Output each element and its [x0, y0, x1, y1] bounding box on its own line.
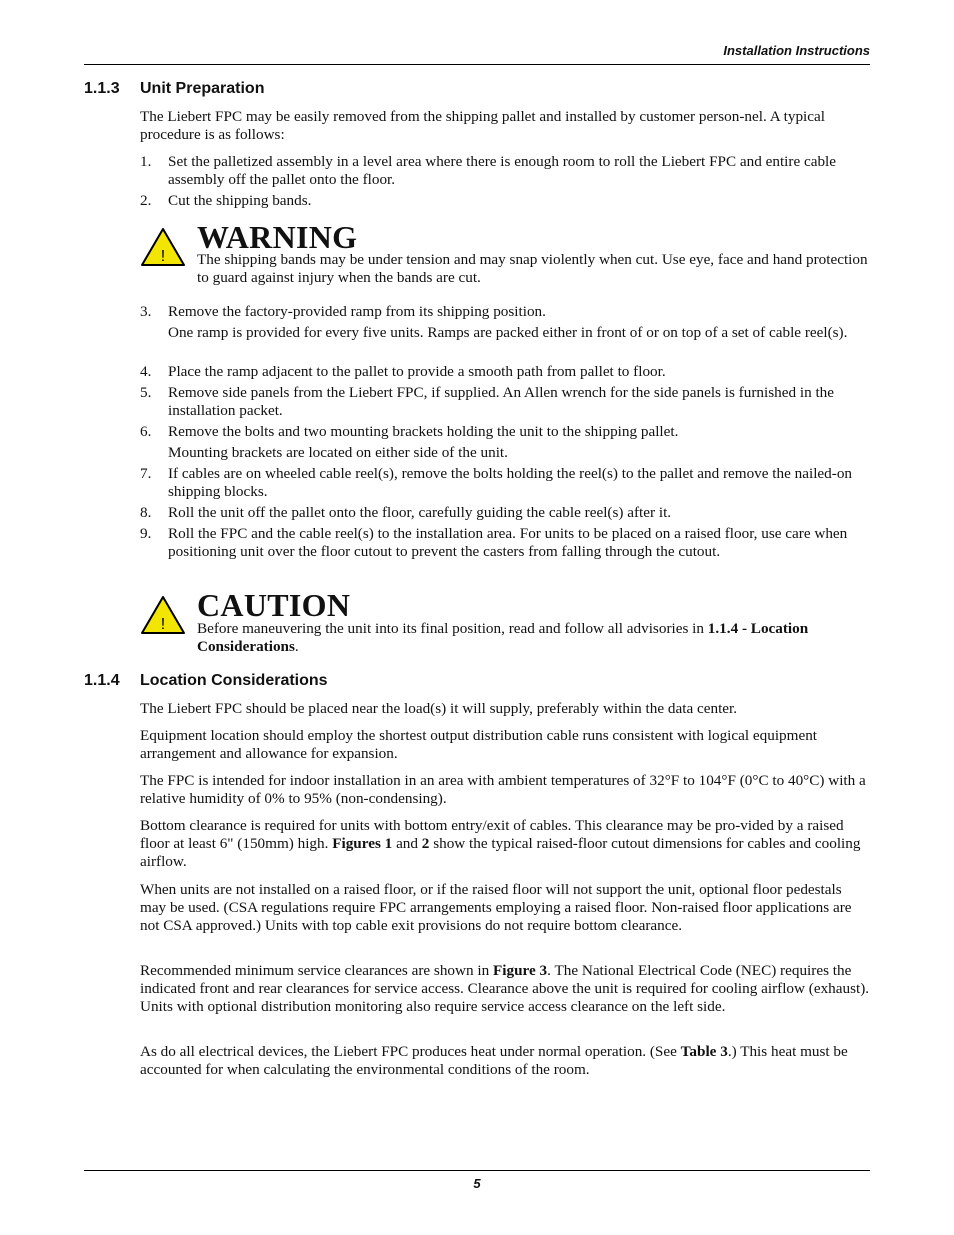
step-2: [140, 192, 870, 210]
step-text: Remove the bolts and two mounting brackets holding the unit to the shipping pallet.: [168, 423, 679, 440]
step-text: Remove side panels from the Liebert FPC, if supplied. An Allen wrench for the side panels is furnished in the installation packet.: [168, 384, 835, 419]
caution-text-lead: Before maneuvering the unit into its final position, read and follow all advisories in: [197, 620, 708, 637]
section-number: 1.1.4: [84, 672, 120, 689]
location-paragraph-4: [140, 817, 870, 871]
step-4: [140, 363, 870, 381]
text-run: As do all electrical devices, the Liebert FPC produces heat under normal operation. (See: [140, 1043, 681, 1060]
footer-rule: [84, 1170, 870, 1171]
location-paragraph-2: Equipment location should employ the shortest output distribution cable runs consistent with logical equipment arrangement and allowance for expansion.: [140, 727, 818, 762]
section-title: Unit Preparation: [140, 80, 265, 97]
warning-triangle-icon: [140, 595, 186, 635]
warning-notice: [140, 219, 870, 291]
section-title: Location Considerations: [140, 672, 328, 689]
step-7: [140, 465, 870, 501]
location-paragraph-5: When units are not installed on a raised floor, or if the raised floor will not support the unit, optional floor pedestals may be used. (CSA regulations require FPC arrangements employing a raised floor. Non-raised floor applications are not CSA approved.) Units with top cable exit provisions do not require bottom clearance.: [140, 881, 852, 934]
step-text: Set the palletized assembly in a level area where there is enough room to roll the Liebert FPC and entire cable assembly off the pallet onto the floor.: [168, 153, 837, 188]
caution-notice: [140, 587, 870, 659]
text-run: . The National Electrical Code (NEC) requires the indicated front and rear clearances for service access. Clearance above the unit is required for cooling airflow (exhaust). Units with optional distribution monitoring also require service access clearance on the left side.: [140, 962, 870, 1015]
figure-reference[interactable]: Figure 3: [492, 962, 548, 979]
step-1: [140, 153, 870, 189]
caution-text-end: .: [294, 638, 299, 655]
figure-reference[interactable]: Figures 1: [332, 835, 393, 852]
step-6: [140, 423, 870, 441]
step-6-note: Mounting brackets are located on either side of the unit.: [168, 444, 508, 461]
step-3: [140, 303, 870, 321]
unit-preparation-intro: The Liebert FPC may be easily removed from the shipping pallet and installed by customer person-nel. A typical procedure is as follows:: [140, 108, 825, 143]
text-run: Recommended minimum service clearances are shown in: [140, 962, 493, 979]
warning-title: WARNING: [197, 219, 358, 255]
step-9: [140, 525, 870, 561]
warning-triangle-icon: [140, 227, 186, 267]
location-paragraph-7: [140, 1043, 870, 1079]
step-number: 1.: [140, 153, 152, 170]
caution-text: [197, 620, 870, 656]
svg-text:!: !: [160, 248, 166, 265]
text-run: and: [392, 835, 422, 852]
step-text: If cables are on wheeled cable reel(s), remove the bolts holding the reel(s) to the pallet and remove the nailed-on shipping blocks.: [168, 465, 853, 500]
text-run: .) This heat must be accounted for when calculating the environmental conditions of the room.: [140, 1043, 848, 1078]
text-run: show the typical raised-floor cutout dimensions for cables and cooling airflow.: [140, 835, 861, 870]
step-text: Place the ramp adjacent to the pallet to provide a smooth path from pallet to floor.: [168, 363, 666, 380]
step-number: 4.: [140, 363, 152, 380]
step-number: 9.: [140, 525, 152, 542]
header-rule: [84, 64, 870, 65]
section-heading-unit-preparation: [84, 80, 264, 98]
step-text: Roll the unit off the pallet onto the floor, carefully guiding the cable reel(s) after it.: [168, 504, 672, 521]
step-number: 6.: [140, 423, 152, 440]
step-number: 8.: [140, 504, 152, 521]
location-paragraph-3: The FPC is intended for indoor installation in an area with ambient temperatures of 32°F to 104°F (0°C to 40°C) with a relative humidity of 0% to 95% (non-condensing).: [140, 772, 866, 807]
step-text: Roll the FPC and the cable reel(s) to the installation area. For units to be placed on a raised floor, use care when positioning unit over the floor cutout to prevent the casters from falling through the cutout.: [168, 525, 848, 560]
running-header: Installation Instructions: [723, 43, 870, 58]
page-number: 5: [473, 1176, 481, 1191]
step-number: 2.: [140, 192, 152, 209]
caution-reference-link[interactable]: 1.1.4 - Location Considerations: [197, 620, 809, 655]
caution-title: CAUTION: [197, 587, 351, 623]
step-text: Remove the factory-provided ramp from its shipping position.: [168, 303, 546, 320]
table-reference[interactable]: Table 3: [680, 1043, 728, 1060]
step-number: 7.: [140, 465, 152, 482]
step-text: Cut the shipping bands.: [168, 192, 312, 209]
location-paragraph-1: The Liebert FPC should be placed near the load(s) it will supply, preferably within the data center.: [140, 700, 738, 717]
step-3-note: One ramp is provided for every five units. Ramps are packed either in front of or on top of a set of cable reel(s).: [168, 324, 848, 341]
section-heading-location-considerations: [84, 672, 328, 690]
warning-text: The shipping bands may be under tension and may snap violently when cut. Use eye, face and hand protection to guard against injury when the bands are cut.: [197, 251, 868, 286]
text-run: Bottom clearance is required for units with bottom entry/exit of cables. This clearance may be pro-vided by a raised floor at least 6" (150mm) high.: [140, 817, 844, 852]
location-paragraph-6: [140, 962, 870, 1016]
step-8: [140, 504, 870, 522]
svg-text:!: !: [160, 616, 166, 633]
figure-reference[interactable]: 2: [421, 835, 430, 852]
step-number: 5.: [140, 384, 152, 401]
step-number: 3.: [140, 303, 152, 320]
step-5: [140, 384, 870, 420]
section-number: 1.1.3: [84, 80, 120, 97]
